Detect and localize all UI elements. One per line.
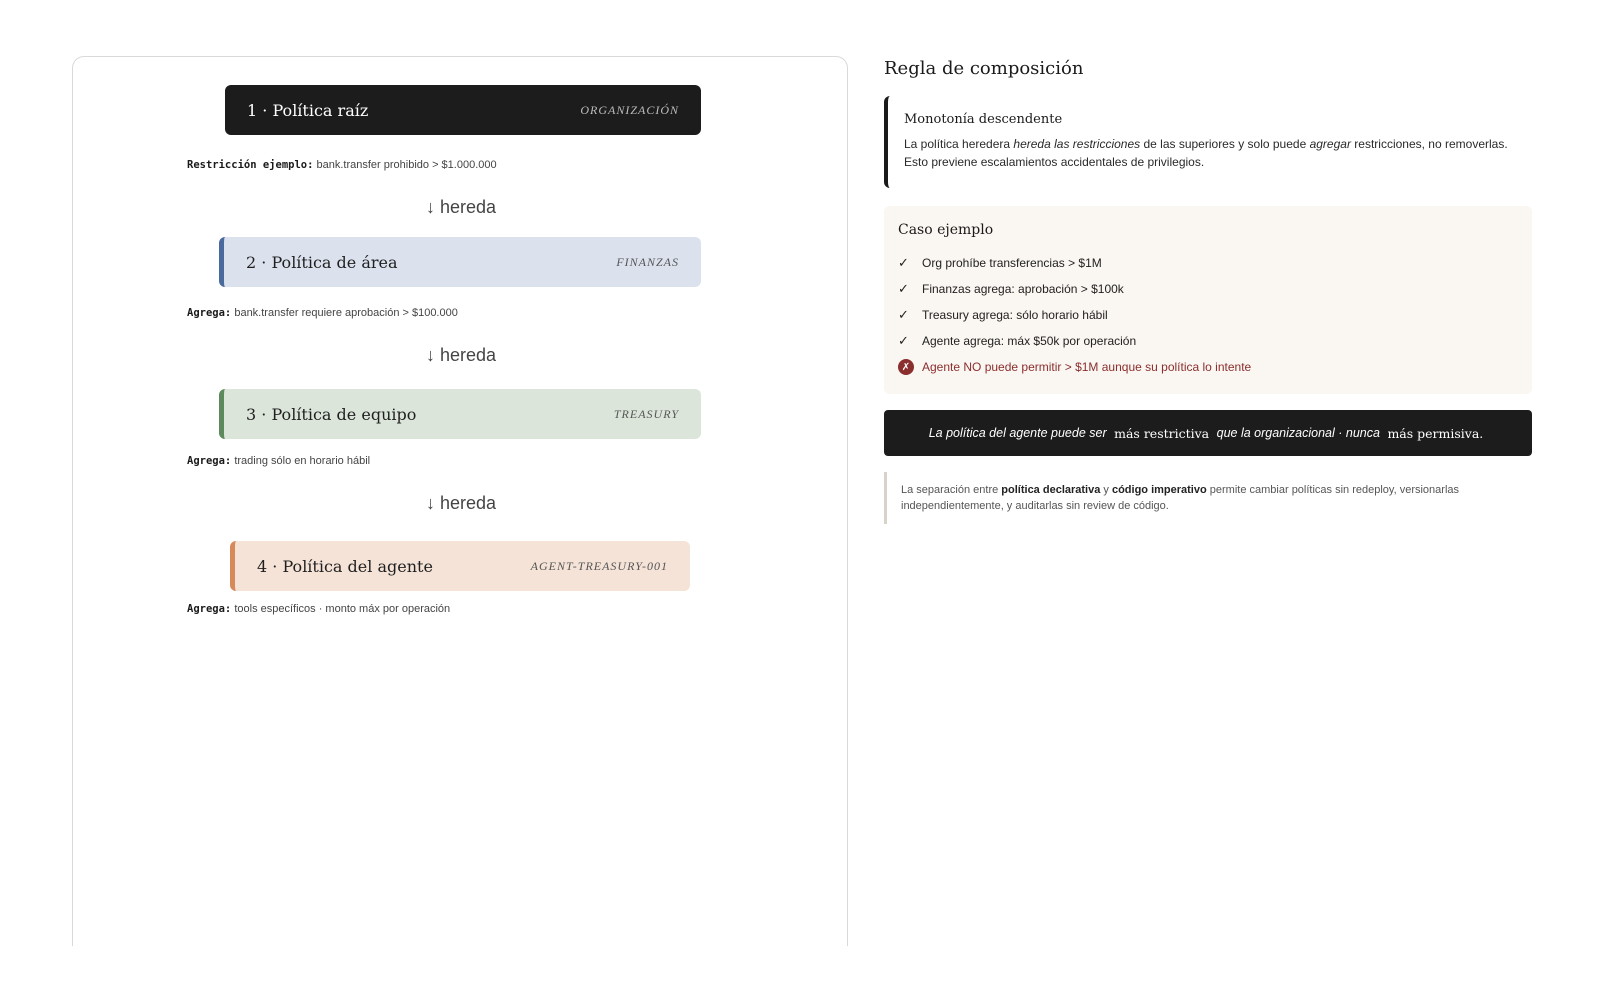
case-item: ✓ Org prohíbe transferencias > $1M — [898, 255, 1102, 270]
note-key: Agrega: — [187, 603, 232, 615]
check-icon: ✓ — [898, 281, 909, 296]
level-title: 4 · Política del agente — [257, 556, 433, 576]
level-title: 2 · Política de área — [246, 252, 398, 272]
monotony-text: La política heredera hereda las restricciones de las superiores y solo puede agregar restricciones, no removerlas. Esto previene escalamientos accidentales de privilegios. — [904, 137, 1508, 169]
level-team-policy[interactable] — [219, 389, 701, 439]
check-icon: ✓ — [898, 255, 909, 270]
inherits-arrow: ↓ hereda — [425, 197, 497, 217]
level-agent-policy[interactable] — [230, 541, 690, 591]
level-title: 3 · Política de equipo — [246, 404, 417, 424]
monotony-callout — [884, 96, 1532, 188]
monotony-title: Monotonía descendente — [904, 112, 1063, 127]
composition-rule-panel — [884, 56, 1532, 512]
level-tag: FINANZAS — [616, 254, 679, 269]
inherits-arrow: ↓ hereda — [425, 493, 497, 513]
case-item: ✓ Treasury agrega: sólo horario hábil — [898, 307, 1108, 322]
note-key: Agrega: — [187, 455, 232, 467]
note-text: tools específicos · monto máx por operación — [234, 603, 451, 615]
level-tag: ORGANIZACIÓN — [580, 102, 679, 117]
level-root-policy[interactable] — [225, 85, 701, 135]
note-text: bank.transfer prohibido > $1.000.000 — [316, 159, 497, 171]
note-text: bank.transfer requiere aprobación > $100.000 — [234, 307, 458, 319]
level-title: 1 · Política raíz — [247, 100, 369, 120]
level-area-policy[interactable] — [219, 237, 701, 287]
case-item: ✓ Agente agrega: máx $50k por operación — [898, 333, 1137, 348]
case-item-denied: ✗ Agente NO puede permitir > $1M aunque su política lo intente — [898, 354, 1518, 380]
check-icon: ✓ — [898, 307, 909, 322]
footnote: La separación entre política declarativa y código imperativo permite cambiar políticas sin redeploy, versionarlas independientemente, y auditarlas sin review de código. — [884, 472, 1532, 524]
case-title: Caso ejemplo — [898, 222, 994, 238]
example-case-box — [884, 206, 1532, 394]
level-note — [187, 307, 458, 319]
level-note — [187, 603, 450, 615]
note-text: trading sólo en horario hábil — [234, 455, 371, 467]
rule-title: Regla de composición — [884, 58, 1084, 79]
level-note — [187, 159, 497, 171]
check-icon: ✓ — [898, 333, 909, 348]
level-tag: TREASURY — [613, 406, 679, 421]
note-key: Agrega: — [187, 307, 232, 319]
inherits-arrow: ↓ hereda — [425, 345, 497, 365]
note-key: Restricción ejemplo: — [187, 159, 314, 171]
cross-icon: ✗ — [898, 359, 914, 375]
principle-banner: La política del agente puede ser más restrictiva que la organizacional · nunca más permisiva. — [884, 410, 1532, 456]
case-item: ✓ Finanzas agrega: aprobación > $100k — [898, 281, 1124, 296]
level-tag: AGENT-TREASURY-001 — [530, 558, 668, 573]
level-note — [187, 455, 370, 467]
policy-hierarchy-diagram — [72, 56, 848, 946]
